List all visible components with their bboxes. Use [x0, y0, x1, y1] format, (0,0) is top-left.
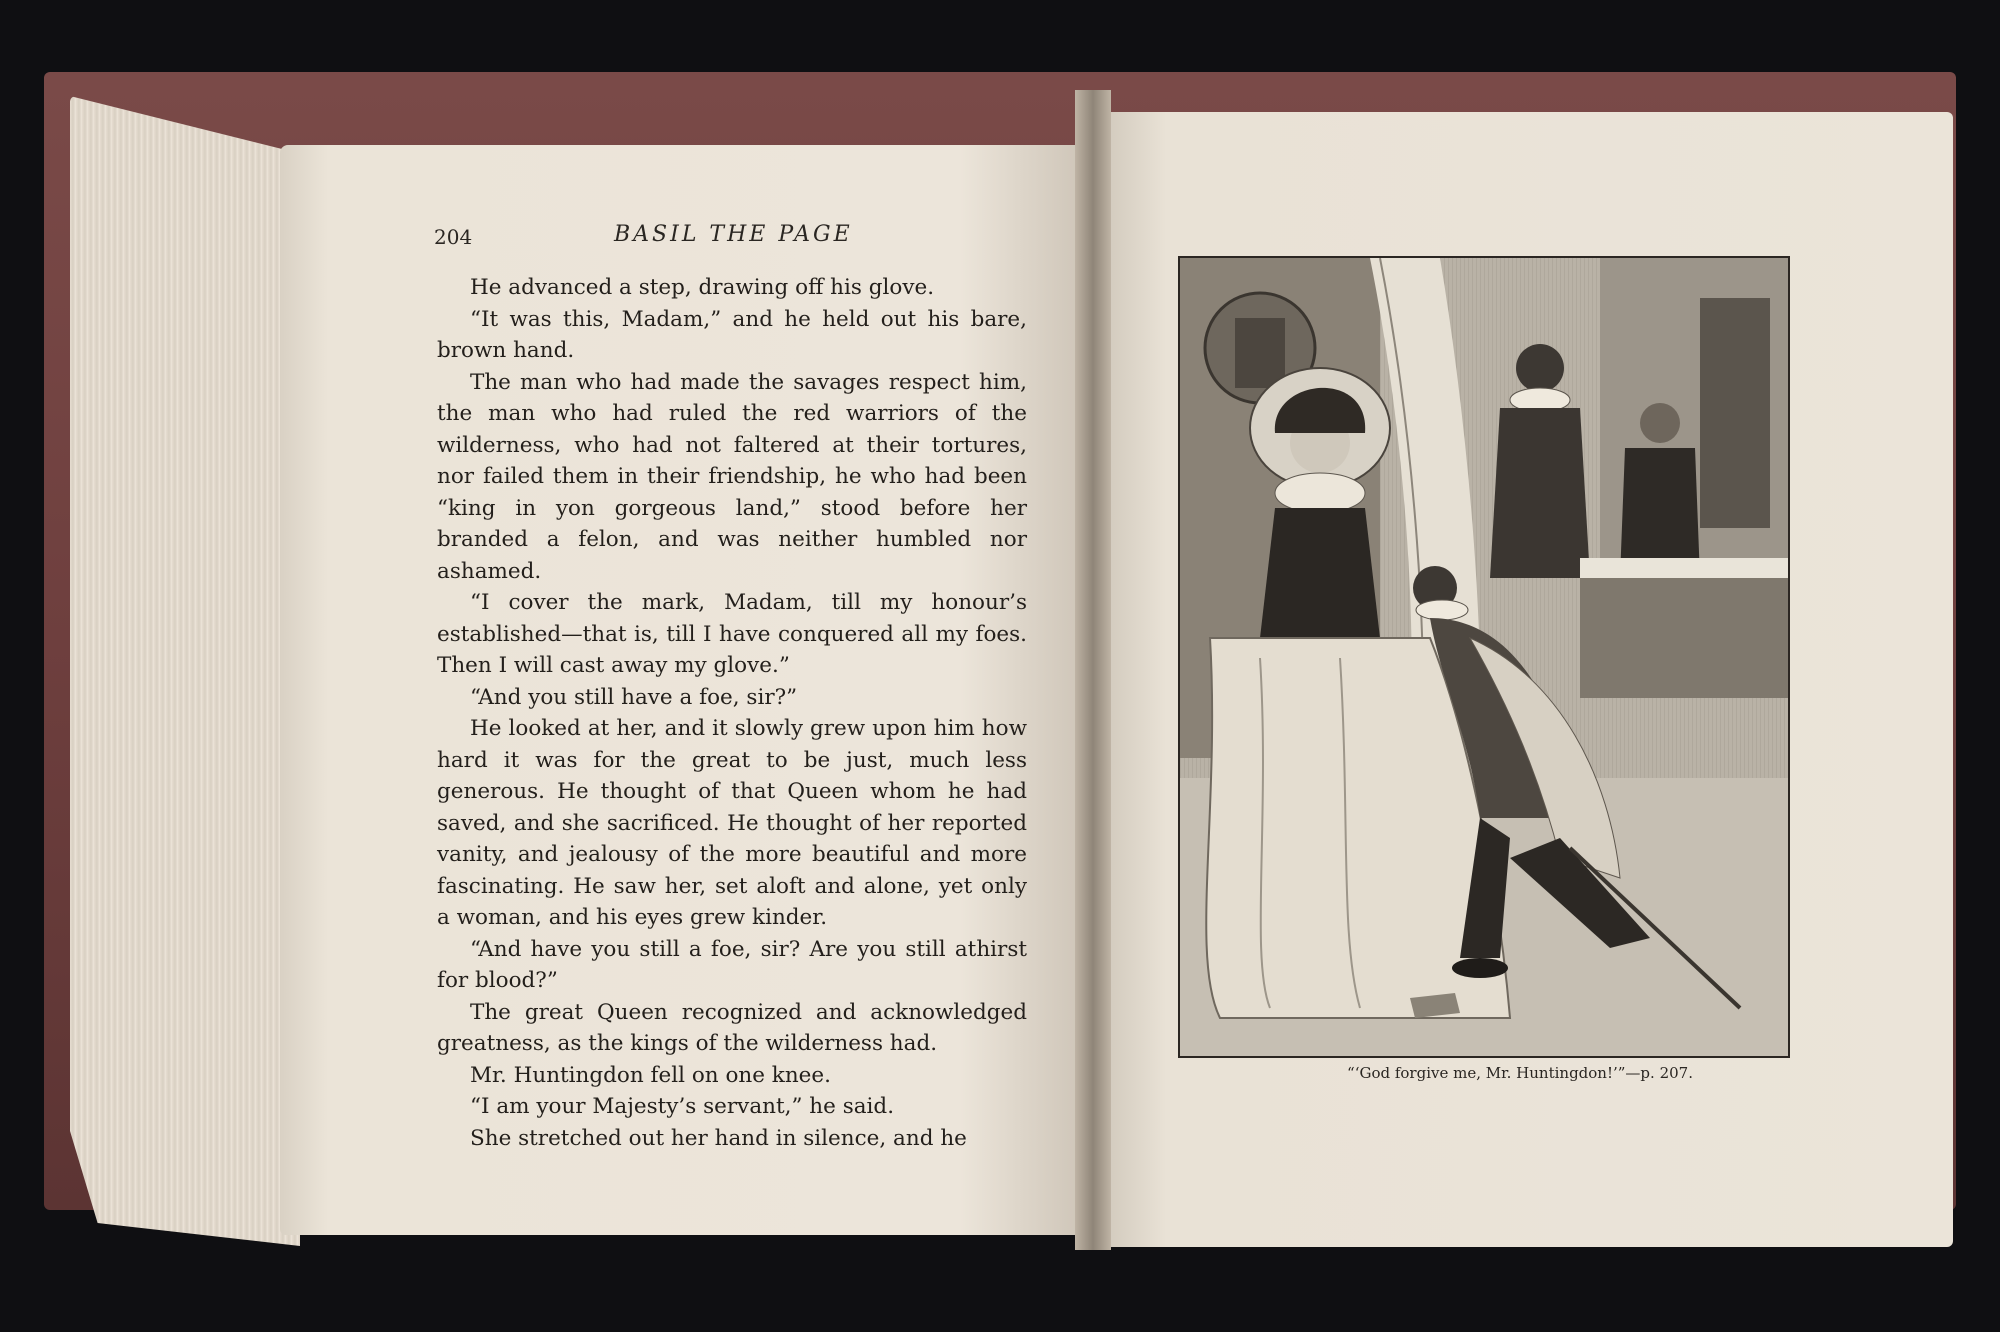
paragraph: “And you still have a foe, sir?”: [470, 684, 798, 710]
paragraph: The great Queen recognized and acknowledged greatness, as the kings of the wilderness had.: [437, 999, 1027, 1056]
paragraph: The man who had made the savages respect him, the man who had ruled the red warriors of the wilderness, who had not faltered at their tortures, nor failed them in their friendship, he who had been “king in yon gorgeous land,” stood before her branded a felon, and was neither humbled nor ashamed.: [437, 369, 1027, 584]
paragraph: Mr. Huntingdon fell on one knee.: [470, 1062, 831, 1088]
illustration-plate: [1178, 256, 1790, 1058]
paragraph: She stretched out her hand in silence, and he: [470, 1125, 967, 1151]
paragraph: “It was this, Madam,” and he held out his bare, brown hand.: [437, 306, 1027, 363]
illustration-caption: “‘God forgive me, Mr. Huntingdon!’”—p. 207.: [1347, 1064, 1693, 1082]
paragraph: He advanced a step, drawing off his glove.: [470, 275, 935, 300]
paragraph: “I am your Majesty’s servant,” he said.: [470, 1094, 895, 1119]
page-edges-left: [70, 96, 300, 1246]
running-head: BASIL THE PAGE: [614, 222, 853, 247]
paragraph: He looked at her, and it slowly grew upon him how hard it was for the great to be just, much less generous. He thought of that Queen whom he had saved, and she sacrificed. He thought of her reported vanity, and jealousy of the more beautiful and more fascinating. He saw her, set aloft and alone, yet only a woman, and his eyes grew kinder.: [437, 716, 1027, 930]
engraving-illustration: [1180, 258, 1788, 1056]
body-text: [437, 272, 1027, 1154]
book-gutter: [1075, 90, 1111, 1250]
page-number: 204: [434, 225, 473, 249]
paragraph: “And have you still a foe, sir? Are you still athirst for blood?”: [437, 936, 1027, 993]
paragraph: “I cover the mark, Madam, till my honour’s established—that is, till I have conquered all my foes. Then I will cast away my glove.”: [437, 590, 1027, 678]
